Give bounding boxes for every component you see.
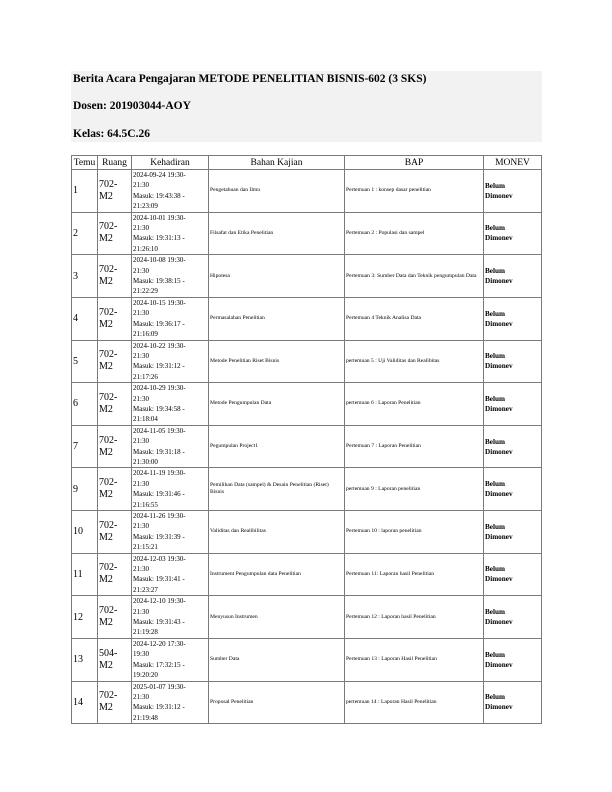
table-row — [72, 212, 542, 255]
monev-line: Belum — [485, 437, 505, 446]
lecturer-label: Dosen: 201903044-AOY — [73, 100, 191, 112]
monev-line: Dimonev — [485, 703, 513, 712]
table-row — [72, 638, 542, 681]
bap-note: pertemuan 6 : Laporan Penelitian — [345, 383, 484, 426]
monev-line: Dimonev — [485, 660, 513, 669]
room-line: M2 — [99, 446, 113, 458]
meeting-number: 13 — [72, 638, 98, 681]
attendance-line: 21:30 — [133, 479, 149, 488]
room-cell — [98, 596, 132, 639]
monev-line: Dimonev — [485, 362, 513, 371]
column-header-kehadiran: Kehadiran — [132, 156, 209, 170]
monev-status — [484, 468, 542, 511]
room-line: 702- — [99, 178, 118, 190]
attendance-line: 2024-10-29 19:30- — [133, 384, 186, 393]
monev-line: Belum — [485, 608, 505, 617]
room-line: M2 — [99, 617, 113, 629]
room-cell — [98, 212, 132, 255]
monev-status — [484, 681, 542, 724]
attendance-line: 21:30 — [133, 565, 149, 574]
meeting-number: 7 — [72, 425, 98, 468]
attendance-line: 21:22:29 — [133, 287, 158, 296]
attendance-line: 21:30 — [133, 437, 149, 446]
room-line: M2 — [99, 403, 113, 415]
attendance-line: 21:23:09 — [133, 202, 158, 211]
monev-line: Belum — [485, 480, 505, 489]
monev-line: Dimonev — [485, 277, 513, 286]
attendance-line: 19:30 — [133, 650, 149, 659]
bap-note: pertemuan 14 : Laporan Hasil Penelitian — [345, 681, 484, 724]
room-cell — [98, 468, 132, 511]
room-line: 702- — [99, 519, 118, 531]
meeting-number: 12 — [72, 596, 98, 639]
room-line: 702- — [99, 562, 118, 574]
study-material: Validitas dan Realibilitas — [209, 511, 345, 554]
room-line: M2 — [99, 276, 113, 288]
attendance-line: 2024-11-26 19:30- — [133, 512, 186, 520]
study-material: Proposal Penelitian — [209, 681, 345, 724]
meeting-number: 6 — [72, 383, 98, 426]
attendance-line: 21:30 — [133, 522, 149, 531]
attendance-line: 21:30:00 — [133, 457, 158, 466]
bap-note: Pertemuan 10 : laporan penelitian — [345, 511, 484, 554]
room-cell — [98, 553, 132, 596]
room-line: 504- — [99, 647, 118, 659]
meeting-number: 1 — [72, 170, 98, 213]
attendance-line: Masuk: 19:31:12 - — [133, 362, 185, 371]
bap-note: Pertemuan 4 Teknik Analisa Data — [345, 297, 484, 340]
column-header-temu: Temu — [72, 156, 98, 170]
monev-line: Dimonev — [485, 234, 513, 243]
attendance-line: Masuk: 19:34:58 - — [133, 404, 185, 413]
table-row — [72, 340, 542, 383]
monev-line: Dimonev — [485, 532, 513, 541]
study-material: Filsafat dan Etika Penelitian — [209, 212, 345, 255]
attendance-line: 21:15:21 — [133, 543, 158, 552]
attendance-line: 21:26:10 — [133, 244, 158, 253]
monev-line: Belum — [485, 522, 505, 531]
attendance-line: Masuk: 19:43:38 - — [133, 191, 185, 200]
room-line: M2 — [99, 531, 113, 543]
attendance-cell — [132, 340, 209, 383]
room-line: 702- — [99, 391, 118, 403]
room-line: M2 — [99, 702, 113, 714]
table-row — [72, 553, 542, 596]
room-line: 702- — [99, 477, 118, 489]
study-material: Pemilihan Data (sampel) & Desain Penelitian (Riset) Bisnis — [209, 468, 345, 511]
monev-line: Dimonev — [485, 191, 513, 200]
room-cell — [98, 425, 132, 468]
attendance-line: 19:20:20 — [133, 671, 158, 680]
attendance-cell — [132, 383, 209, 426]
bap-note: Pertemuan 12 : Laporan hasil Penelitian — [345, 596, 484, 639]
attendance-cell — [132, 638, 209, 681]
meeting-number: 4 — [72, 297, 98, 340]
attendance-line: 2024-11-05 19:30- — [133, 426, 186, 435]
attendance-line: 21:19:48 — [133, 713, 158, 722]
study-material: Metode Penelitian Riset Bisnis — [209, 340, 345, 383]
monev-status — [484, 297, 542, 340]
room-line: M2 — [99, 190, 113, 202]
room-cell — [98, 170, 132, 213]
attendance-line: Masuk: 19:31:12 - — [133, 703, 185, 712]
attendance-cell — [132, 511, 209, 554]
attendance-line: 2024-11-19 19:30- — [133, 469, 186, 478]
bap-note: Pertemuan 1 : konsep dasar penelitian — [345, 170, 484, 213]
attendance-line: 2024-12-10 19:30- — [133, 597, 186, 606]
monev-line: Dimonev — [485, 447, 513, 456]
class-label: Kelas: 64.5C.26 — [73, 128, 150, 140]
monev-line: Dimonev — [485, 319, 513, 328]
bap-note: Pertemuan 3: Sumber Data dan Teknik pengumpulan Data — [345, 255, 484, 298]
attendance-line: Masuk: 19:31:46 - — [133, 490, 185, 499]
attendance-line: 2024-10-01 19:30- — [133, 213, 186, 222]
attendance-line: Masuk: 17:32:15 - — [133, 660, 185, 669]
room-line: 702- — [99, 690, 118, 702]
meeting-number: 14 — [72, 681, 98, 724]
attendance-line: Masuk: 19:38:15 - — [133, 277, 185, 286]
attendance-line: 21:30 — [133, 351, 149, 360]
table-row — [72, 170, 542, 213]
table-row — [72, 255, 542, 298]
column-header-ruang: Ruang — [98, 156, 132, 170]
study-material: Menyusun Instrumen — [209, 596, 345, 639]
attendance-line: 2024-10-08 19:30- — [133, 256, 186, 265]
attendance-cell — [132, 468, 209, 511]
room-line: M2 — [99, 574, 113, 586]
room-cell — [98, 255, 132, 298]
room-line: M2 — [99, 659, 113, 671]
table-row — [72, 297, 542, 340]
study-material: Pegumpulan Project1 — [209, 425, 345, 468]
bap-note: Pertemuan 13 : Laporan Hasil Penelitian — [345, 638, 484, 681]
attendance-cell — [132, 212, 209, 255]
attendance-cell — [132, 297, 209, 340]
room-cell — [98, 340, 132, 383]
study-material: Metode Pengumpulan Data — [209, 383, 345, 426]
attendance-line: Masuk: 19:31:13 - — [133, 234, 185, 243]
attendance-line: 2025-01-07 19:30- — [133, 682, 186, 691]
room-line: M2 — [99, 233, 113, 245]
monev-status — [484, 212, 542, 255]
attendance-line: Masuk: 19:31:43 - — [133, 618, 185, 627]
room-line: 702- — [99, 605, 118, 617]
room-cell — [98, 681, 132, 724]
attendance-line: 21:17:26 — [133, 372, 158, 381]
monev-status — [484, 511, 542, 554]
attendance-line: 21:19:28 — [133, 628, 158, 637]
room-line: 702- — [99, 349, 118, 361]
monev-status — [484, 170, 542, 213]
room-line: 702- — [99, 264, 118, 276]
attendance-line: 2024-10-22 19:30- — [133, 341, 186, 350]
monev-line: Belum — [485, 352, 505, 361]
monev-line: Belum — [485, 565, 505, 574]
attendance-cell — [132, 170, 209, 213]
study-material: Pengetahuan dan Ilmu — [209, 170, 345, 213]
attendance-line: 21:16:09 — [133, 330, 158, 339]
monev-line: Dimonev — [485, 618, 513, 627]
attendance-line: Masuk: 19:31:41 - — [133, 575, 185, 584]
attendance-line: 21:30 — [133, 692, 149, 701]
study-material: Hipotesa — [209, 255, 345, 298]
monev-status — [484, 255, 542, 298]
study-material: Instrument Pengumpulan data Penelitian — [209, 553, 345, 596]
room-line: M2 — [99, 318, 113, 330]
room-cell — [98, 383, 132, 426]
attendance-line: 21:30 — [133, 266, 149, 275]
attendance-cell — [132, 596, 209, 639]
attendance-line: Masuk: 19:31:39 - — [133, 532, 185, 541]
meeting-number: 9 — [72, 468, 98, 511]
room-line: M2 — [99, 489, 113, 501]
attendance-line: 21:30 — [133, 224, 149, 233]
monev-line: Belum — [485, 309, 505, 318]
attendance-line: Masuk: 19:31:18 - — [133, 447, 185, 456]
bap-note: Pertemuan 2 : Populasi dan sampel — [345, 212, 484, 255]
monev-status — [484, 340, 542, 383]
monev-line: Dimonev — [485, 490, 513, 499]
bap-note: pertemuan 9 : Laporan penelitian — [345, 468, 484, 511]
meeting-number: 3 — [72, 255, 98, 298]
attendance-cell — [132, 425, 209, 468]
room-line: 702- — [99, 221, 118, 233]
attendance-cell — [132, 255, 209, 298]
attendance-line: 21:30 — [133, 607, 149, 616]
table-row — [72, 468, 542, 511]
attendance-line: 2024-12-03 19:30- — [133, 554, 186, 563]
monev-line: Belum — [485, 693, 505, 702]
study-material: Permasalahan Penelitian — [209, 297, 345, 340]
monev-line: Dimonev — [485, 575, 513, 584]
monev-status — [484, 596, 542, 639]
room-cell — [98, 511, 132, 554]
attendance-line: 2024-10-15 19:30- — [133, 298, 186, 307]
room-line: 702- — [99, 434, 118, 446]
table-row — [72, 681, 542, 724]
meeting-number: 11 — [72, 553, 98, 596]
monev-line: Belum — [485, 181, 505, 190]
attendance-line: Masuk: 19:36:17 - — [133, 319, 185, 328]
meeting-number: 2 — [72, 212, 98, 255]
attendance-line: 21:18:04 — [133, 415, 158, 424]
monev-line: Belum — [485, 267, 505, 276]
attendance-line: 2024-12-20 17:30- — [133, 639, 186, 648]
monev-line: Belum — [485, 224, 505, 233]
monev-status — [484, 425, 542, 468]
attendance-table — [71, 155, 542, 724]
table-row — [72, 383, 542, 426]
table-row — [72, 596, 542, 639]
study-material: Sumber Data — [209, 638, 345, 681]
attendance-line: 21:30 — [133, 394, 149, 403]
room-line: 702- — [99, 306, 118, 318]
monev-status — [484, 638, 542, 681]
bap-note: Pertemuan 11: Laporan hasil Penelitian — [345, 553, 484, 596]
attendance-line: 21:16:55 — [133, 500, 158, 509]
bap-note: pertemuan 5 : Uji Validitas dan Realibitas — [345, 340, 484, 383]
monev-line: Belum — [485, 650, 505, 659]
attendance-line: 2024-09-24 19:30- — [133, 171, 186, 179]
attendance-cell — [132, 681, 209, 724]
document-title: Berita Acara Pengajaran METODE PENELITIAN BISNIS-602 (3 SKS) — [73, 73, 427, 85]
monev-line: Belum — [485, 394, 505, 403]
column-header-bahan-kajian: Bahan Kajian — [209, 156, 345, 170]
attendance-line: 21:30 — [133, 181, 149, 190]
bap-note: Pertemuan 7 : Laporan Penelitian — [345, 425, 484, 468]
room-cell — [98, 297, 132, 340]
table-row — [72, 425, 542, 468]
table-header-row — [72, 156, 542, 170]
attendance-line: 21:23:27 — [133, 585, 158, 594]
room-line: M2 — [99, 361, 113, 373]
column-header-bap: BAP — [345, 156, 484, 170]
attendance-line: 21:30 — [133, 309, 149, 318]
monev-status — [484, 553, 542, 596]
attendance-cell — [132, 553, 209, 596]
monev-status — [484, 383, 542, 426]
table-row — [72, 511, 542, 554]
meeting-number: 5 — [72, 340, 98, 383]
column-header-monev: MONEV — [484, 156, 542, 170]
meeting-number: 10 — [72, 511, 98, 554]
room-cell — [98, 638, 132, 681]
monev-line: Dimonev — [485, 404, 513, 413]
